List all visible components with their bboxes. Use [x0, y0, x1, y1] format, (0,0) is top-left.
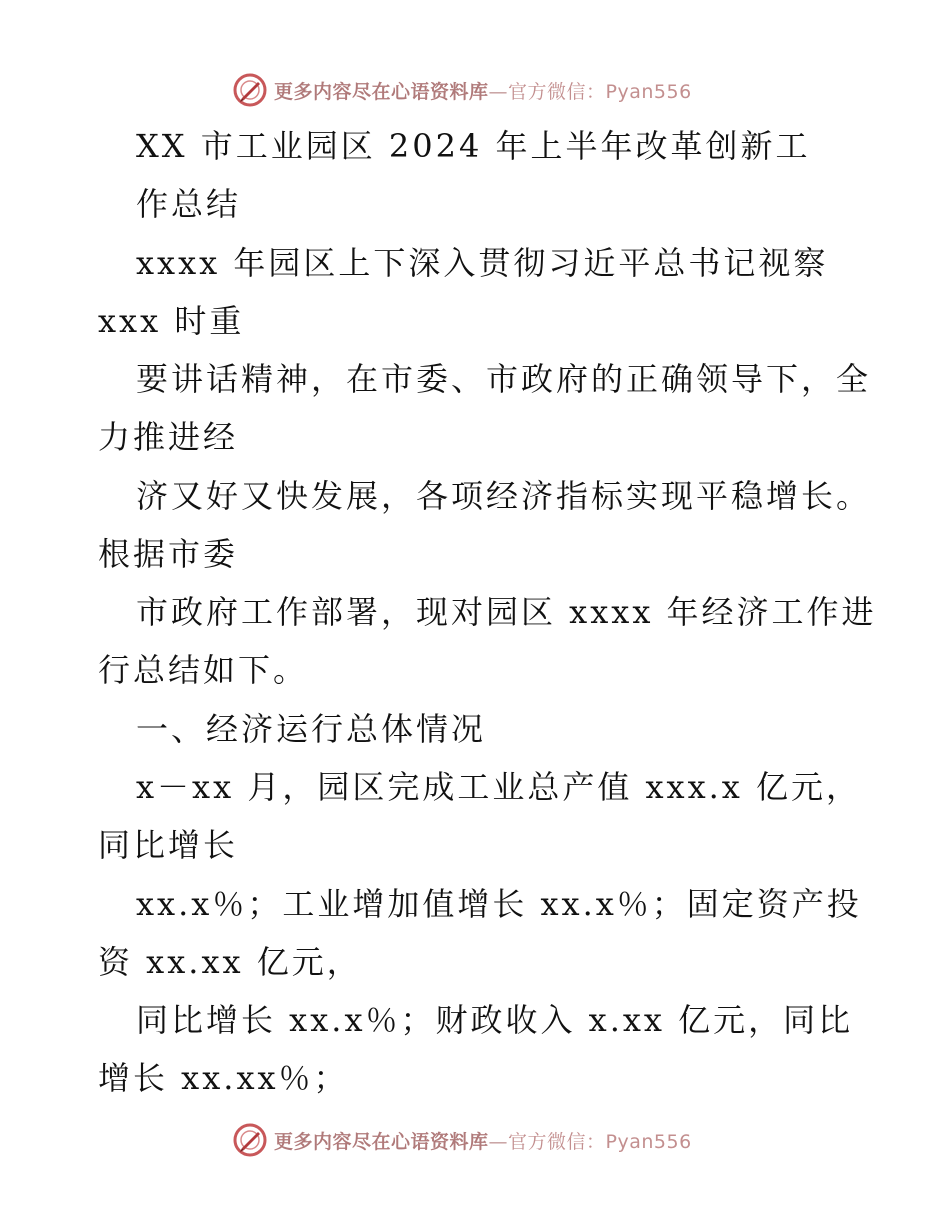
watermark-contact: 官方微信：Pyan556	[508, 80, 692, 103]
paragraph-line: xxxx 年园区上下深入贯彻习近平总书记视察	[136, 244, 829, 282]
watermark-brand: 更多内容尽在心语资料库	[274, 1130, 489, 1153]
paragraph-line: 市政府工作部署，现对园区 xxxx 年经济工作进	[136, 593, 877, 631]
watermark-separator: —	[488, 1130, 509, 1153]
paragraph-line: 行总结如下。	[98, 651, 309, 689]
paragraph-line: x－xx 月，园区完成工业总产值 xxx.x 亿元，	[136, 768, 862, 806]
paragraph-line: 要讲话精神，在市委、市政府的正确领导下，全	[136, 360, 872, 398]
paragraph-line: 资 xx.xx 亿元，	[98, 943, 362, 981]
paragraph-line: xx.x％；工业增加值增长 xx.x％；固定资产投	[136, 885, 862, 923]
document-title-line-2: 作总结	[136, 185, 242, 223]
paragraph-line: 增长 xx.xx％；	[98, 1059, 349, 1097]
watermark-brand: 更多内容尽在心语资料库	[274, 80, 489, 103]
paragraph-line: 力推进经	[98, 418, 239, 456]
footer-watermark	[232, 1120, 692, 1160]
paragraph-line: 根据市委	[98, 535, 239, 573]
watermark-text	[274, 1127, 692, 1154]
section-heading: 一、经济运行总体情况	[136, 710, 487, 748]
document-title-line-1: XX 市工业园区 2024 年上半年改革创新工	[136, 127, 811, 165]
watermark-contact: 官方微信：Pyan556	[508, 1130, 692, 1153]
watermark-separator: —	[488, 80, 509, 103]
paragraph-line: 同比增长	[98, 826, 239, 864]
paragraph-line: xxx 时重	[98, 302, 245, 340]
pen-circle-logo-icon	[232, 1122, 268, 1158]
paragraph-line: 济又好又快发展，各项经济指标实现平稳增长。	[136, 477, 872, 515]
paragraph-line: 同比增长 xx.x％；财政收入 x.xx 亿元，同比	[136, 1001, 854, 1039]
